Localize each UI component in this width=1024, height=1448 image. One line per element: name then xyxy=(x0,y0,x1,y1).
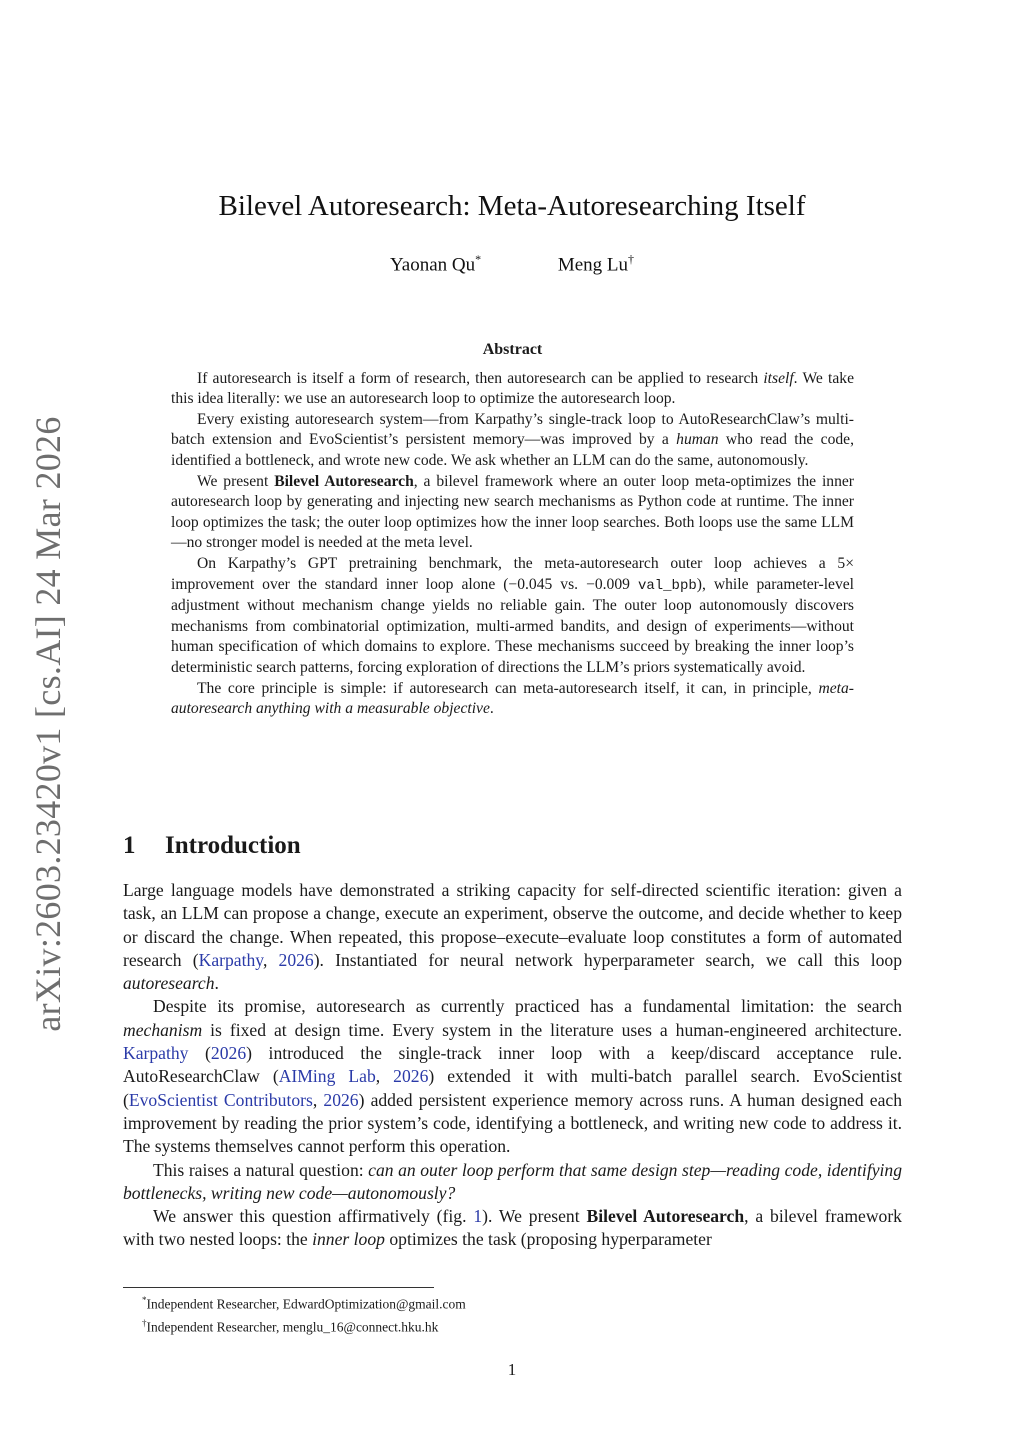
citation-link[interactable]: Karpathy xyxy=(198,949,263,970)
intro-paragraph-1: Large language models have demonstrated a striking capacity for self-directed scientific iteration: given a task, an LLM can propose a change, execute an experiment, observe the outcome, and decide whether to keep or discard the change. When repeated, this propose–execute–evaluate loop constitutes a form of automated research (Karpathy, 2026). Instantiated for neural network hyperparameter search, we call this loop autoresearch. xyxy=(123,880,903,994)
footnote-divider xyxy=(123,1287,434,1288)
introduction-body xyxy=(123,879,902,1252)
abstract-paragraph-1: If autoresearch is itself a form of research, then autoresearch can be applied to research itself. We take this idea literally: we use an autoresearch loop to optimize the autoresearch loop. xyxy=(171,369,854,408)
citation-link[interactable]: EvoScientist Contributors xyxy=(128,1089,313,1110)
citation-year-link[interactable]: 2026 xyxy=(323,1089,359,1110)
abstract xyxy=(171,340,854,720)
author-2: Meng Lu† xyxy=(557,252,635,276)
citation-year-link[interactable]: 2026 xyxy=(278,949,314,970)
citation-link[interactable]: AIMing Lab xyxy=(278,1066,376,1087)
abstract-paragraph-2: Every existing autoresearch system—from Karpathy’s single-track loop to AutoResearchClaw’s multi-batch extension and EvoScientist’s persistent memory—was improved by a human who read the code, identified a bottleneck, and wrote new code. We ask whether an LLM can do the same, autonomously. xyxy=(171,410,855,469)
abstract-paragraph-5: The core principle is simple: if autoresearch can meta-autoresearch itself, it can, in principle, meta-autoresearch anything with a measurable objective. xyxy=(171,679,854,718)
paper-title: Bilevel Autoresearch: Meta-Autoresearching Itself xyxy=(218,190,806,222)
footnote-1: *Independent Researcher, EdwardOptimization@gmail.com xyxy=(142,1295,466,1312)
page-number: 1 xyxy=(507,1360,517,1379)
intro-paragraph-2: Despite its promise, autoresearch as currently practiced has a fundamental limitation: the search mechanism is fixed at design time. Every system in the literature uses a human-engineered architecture. Karpathy (2026) introduced the single-track inner loop with a keep/discard acceptance rule. AutoResearchClaw (AIMing Lab, 2026) extended it with multi-batch parallel search. EvoScientist (EvoScientist Contributors, 2026) added persistent experience memory across runs. A human designed each improvement by reading the prior system’s code, identifying a bottleneck, and writing new code to address it. The systems themselves cannot perform this operation. xyxy=(123,996,903,1157)
metric-code: val_bpb xyxy=(637,577,697,594)
citation-link[interactable]: Karpathy xyxy=(123,1043,189,1064)
intro-paragraph-3: This raises a natural question: can an outer loop perform that same design step—reading code, identifying bottlenecks, writing new code—autonomously? xyxy=(123,1159,902,1203)
footnote-2: †Independent Researcher, menglu_16@connect.hku.hk xyxy=(142,1317,439,1334)
citation-year-link[interactable]: 2026 xyxy=(393,1066,429,1087)
author-1: Yaonan Qu* xyxy=(389,252,482,276)
citation-year-link[interactable]: 2026 xyxy=(210,1043,247,1064)
abstract-heading: Abstract xyxy=(482,341,543,358)
abstract-paragraph-3: We present Bilevel Autoresearch, a bilevel framework where an outer loop meta-optimizes the inner autoresearch loop by generating and injecting new search mechanisms as Python code at runtime. The inner loop optimizes the task; the outer loop optimizes how the inner loop searches. Both loops use the same LLM—no stronger model is needed at the meta level. xyxy=(171,472,854,552)
footnotes xyxy=(142,1291,466,1336)
figure-reference-link[interactable]: 1 xyxy=(473,1206,483,1227)
arxiv-identifier: arXiv:2603.23420v1 [cs.AI] 24 Mar 2026 xyxy=(28,416,68,1032)
abstract-paragraph-4: On Karpathy’s GPT pretraining benchmark, the meta-autoresearch outer loop achieves a 5× improvement over the standard inner loop alone (−0.045 vs. −0.009 val_bpb), while parameter-level adjustment without mechanism change yields no reliable gain. The outer loop autonomously discovers mechanisms from combinatorial optimization, multi-armed bandits, and design of experiments—without human specification of which domains to explore. These mechanisms succeed by breaking the inner loop’s deterministic search patterns, forcing exploration of directions the LLM’s priors systematically avoid. xyxy=(171,554,855,676)
section-heading-introduction: 1 Introduction xyxy=(123,832,301,859)
intro-paragraph-4: We answer this question affirmatively (fig. 1). We present Bilevel Autoresearch, a bilevel framework with two nested loops: the inner loop optimizes the task (proposing hyperparameter xyxy=(123,1206,902,1250)
author-list xyxy=(0,252,1024,276)
